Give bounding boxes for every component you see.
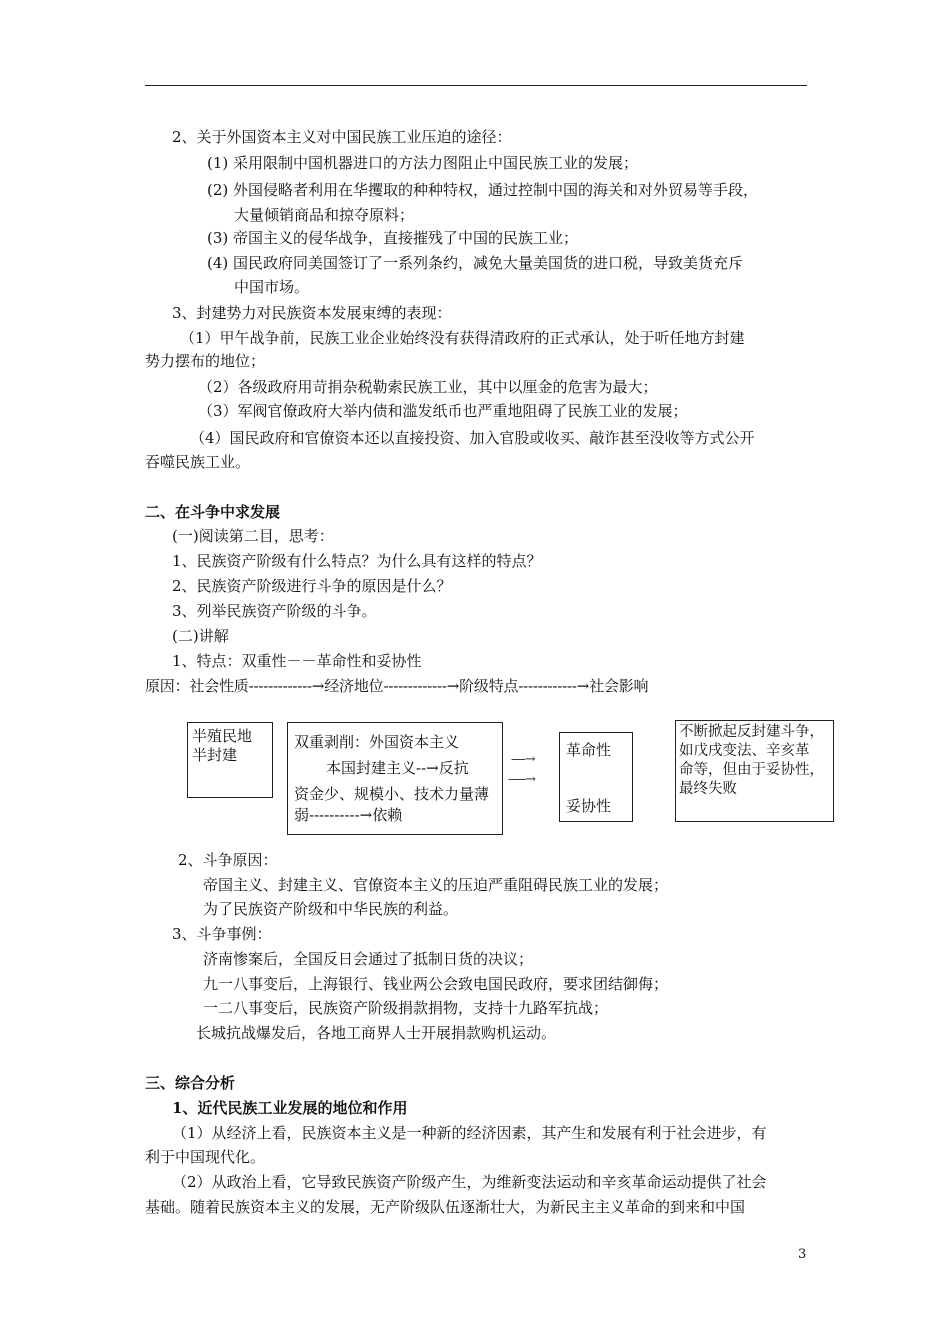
feudal-item-1: （1）甲午战争前，民族工业企业始终没有获得清政府的正式承认，处于听任地方封建 <box>180 329 745 347</box>
reason-1: 帝国主义、封建主义、官僚资本主义的压迫严重阻碍民族工业的发展； <box>203 876 669 894</box>
arrow-to-compromising: -----→ <box>508 772 535 787</box>
analysis-2-cont: 基础。随着民族资本主义的发展，无产阶级队伍逐渐壮大，为新民主主义革命的到来和中国 <box>145 1198 746 1216</box>
trait-line: 1、特点：双重性－－革命性和妥协性 <box>172 652 422 670</box>
feudal-item-2: （2）各级政府用苛捐杂税勒索民族工业，其中以厘金的危害为最大； <box>198 378 658 396</box>
part2-question-2: 2、民族资产阶级进行斗争的原因是什么？ <box>172 577 452 595</box>
page-number: 3 <box>798 1247 807 1262</box>
case-2: 九一八事变后，上海银行、钱业两公会致电国民政府，要求团结御侮； <box>203 975 669 993</box>
part3-subheading: 1、近代民族工业发展的地位和作用 <box>172 1099 408 1117</box>
box-exploitation-line-2: 本国封建主义--→反抗 <box>326 759 469 777</box>
ways-title: 2、关于外国资本主义对中国民族工业压迫的途径： <box>172 128 512 146</box>
feudal-item-4: （4）国民政府和官僚资本还以直接投资、加入官股或收买、敲诈甚至没收等方式公开 <box>190 429 755 447</box>
impact-line-1: 不断掀起反封建斗争， <box>679 724 824 740</box>
case-4: 长城抗战爆发后，各地工商界人士开展捐款购机运动。 <box>196 1024 557 1042</box>
box-semicolonial-line-2: 半封建 <box>192 746 238 764</box>
reasons-title: 2、斗争原因： <box>178 851 278 869</box>
box-social-impact <box>675 720 834 822</box>
box-semicolonial-line-1: 半殖民地 <box>192 727 253 745</box>
arrow-to-revolutionary: ----→ <box>511 752 535 767</box>
feudal-item-3: （3）军阀官僚政府大举内债和滥发纸币也严重地阻碍了民族工业的发展； <box>198 402 688 420</box>
case-1: 济南惨案后，全国反日会通过了抵制日货的决议； <box>203 950 534 968</box>
feudal-item-4-cont: 吞噬民族工业。 <box>145 453 251 471</box>
trait-revolutionary: 革命性 <box>566 741 612 759</box>
part2-read: (一)阅读第二目，思考： <box>172 527 334 545</box>
impact-line-2: 如戊戌变法、辛亥革 <box>679 743 810 759</box>
part2-explain: (二)讲解 <box>172 627 229 645</box>
analysis-1: （1）从经济上看，民族资本主义是一种新的经济因素，其产生和发展有利于社会进步，有 <box>172 1124 767 1142</box>
part2-question-1: 1、民族资产阶级有什么特点？为什么具有这样的特点？ <box>172 552 542 570</box>
box-class-traits <box>559 732 633 822</box>
box-exploitation-line-3: 资金少、规模小、技术力量薄 <box>294 785 490 803</box>
feudal-item-1-cont: 势力摆布的地位； <box>145 352 266 370</box>
box-exploitation-line-1: 双重剥削：外国资本主义 <box>294 733 460 751</box>
ways-item-1: (1) 采用限制中国机器进口的方法力图阻止中国民族工业的发展； <box>207 154 639 172</box>
impact-line-4: 最终失败 <box>679 781 737 797</box>
part3-heading: 三、综合分析 <box>145 1074 236 1092</box>
part2-heading: 二、在斗争中求发展 <box>145 503 281 521</box>
header-rule <box>145 85 807 86</box>
feudal-title: 3、封建势力对民族资本发展束缚的表现： <box>172 304 452 322</box>
ways-item-4-cont: 中国市场。 <box>234 278 310 296</box>
case-3: 一二八事变后，民族资产阶级捐款捐物，支持十九路军抗战； <box>203 999 609 1017</box>
part2-question-3: 3、列举民族资产阶级的斗争。 <box>172 602 377 620</box>
analysis-2: （2）从政治上看，它导致民族资产阶级产生，为维新变法运动和辛亥革命运动提供了社会 <box>172 1173 767 1191</box>
ways-item-4: (4) 国民政府同美国签订了一系列条约，减免大量美国货的进口税，导致美货充斥 <box>207 254 744 272</box>
box-exploitation-line-4: 弱----------→依赖 <box>294 806 403 824</box>
reason-2: 为了民族资产阶级和中华民族的利益。 <box>203 900 459 918</box>
box-semicolonial <box>187 722 273 798</box>
cases-title: 3、斗争事例： <box>172 925 272 943</box>
box-double-exploitation <box>287 722 503 835</box>
ways-item-2: (2) 外国侵略者利用在华攫取的种种特权，通过控制中国的海关和对外贸易等手段， <box>207 181 759 199</box>
analysis-1-cont: 利于中国现代化。 <box>145 1148 266 1166</box>
trait-compromising: 妥协性 <box>566 797 612 815</box>
impact-line-3: 命等，但由于妥协性， <box>679 762 824 778</box>
ways-item-2-cont: 大量倾销商品和掠夺原料； <box>234 206 415 224</box>
cause-chain: 原因：社会性质-------------→经济地位-------------→阶级特点------------→社会影响 <box>145 677 649 695</box>
ways-item-3: (3) 帝国主义的侵华战争，直接摧残了中国的民族工业； <box>207 229 579 247</box>
